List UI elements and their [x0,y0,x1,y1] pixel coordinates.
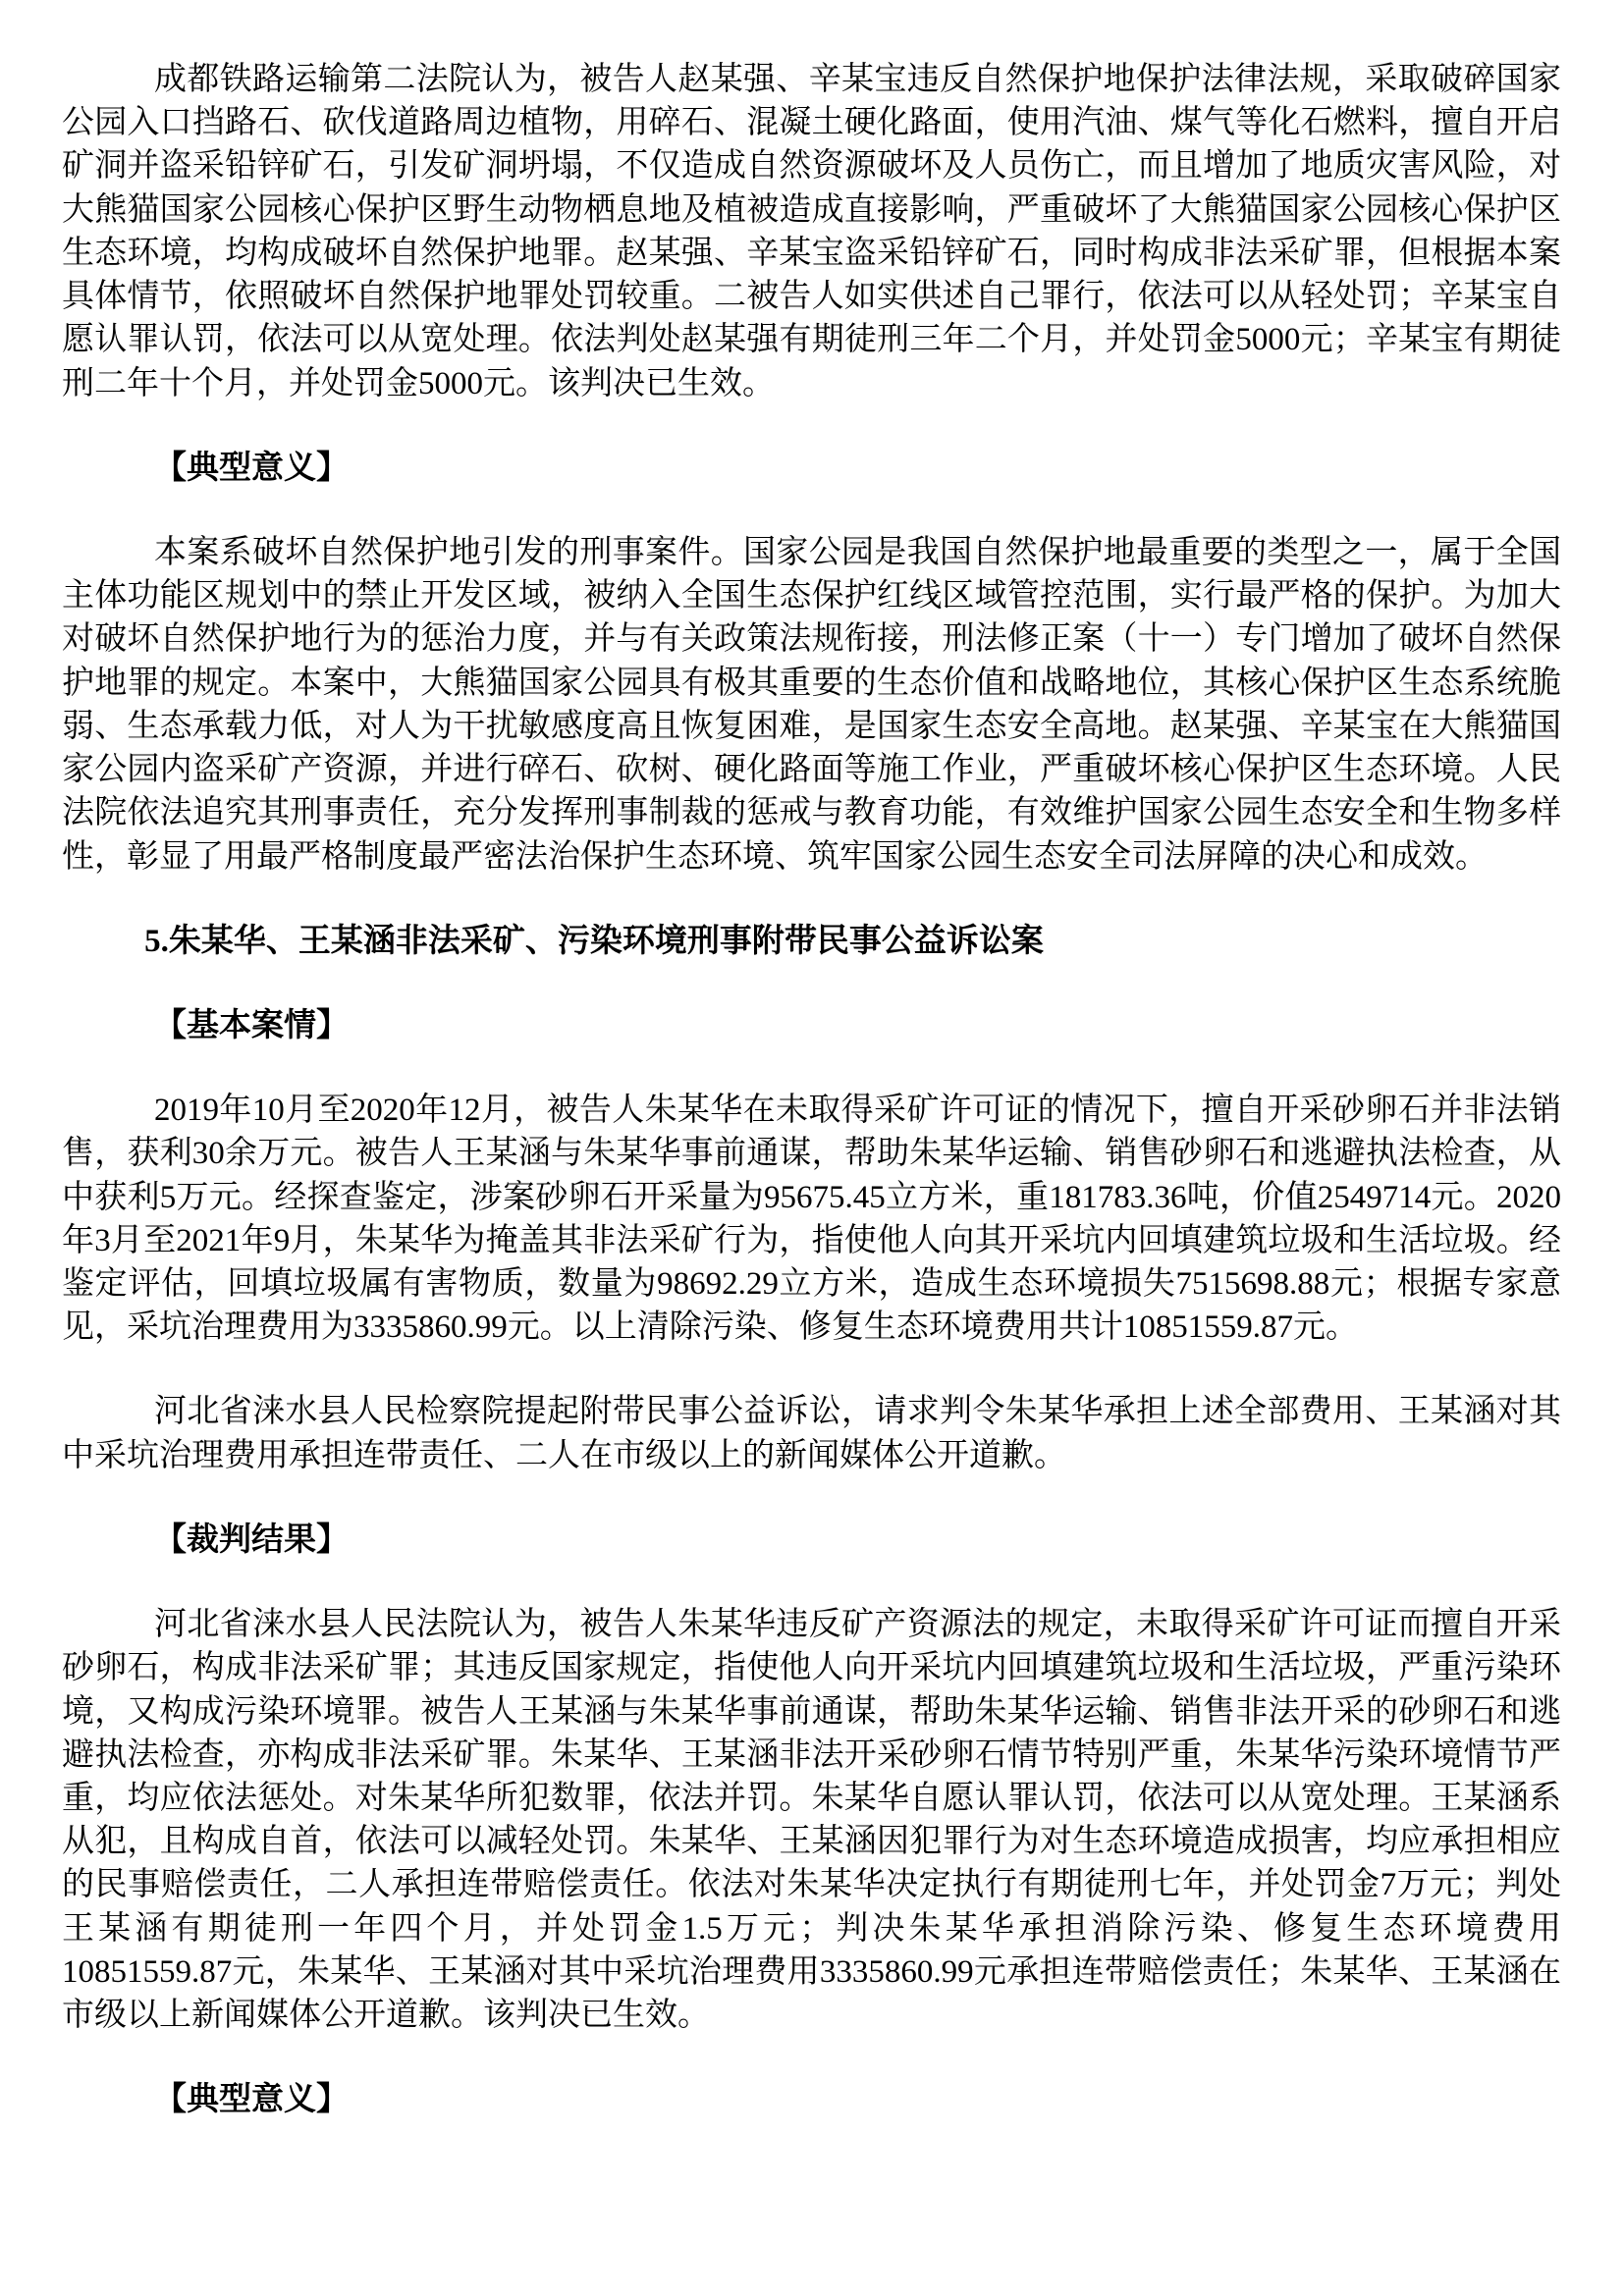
paragraph-procuratorate-claims-case5: 河北省涞水县人民检察院提起附带民事公益诉讼，请求判令朱某华承担上述全部费用、王某涵对其中采坑治理费用承担连带责任、二人在市级以上的新闻媒体公开道歉。 [62,1394,1561,1473]
paragraph-court-opinion-case4: 成都铁路运输第二法院认为，被告人赵某强、辛某宝违反自然保护地保护法律法规，采取破碎国家公园入口挡路石、砍伐道路周边植物，用碎石、混凝土硬化路面，使用汽油、煤气等化石燃料，擅自开启矿洞并盗采铅锌矿石，引发矿洞坍塌，不仅造成自然资源破坏及人员伤亡，而且增加了地质灾害风险，对大熊猫国家公园核心保护区野生动物栖息地及植被造成直接影响，严重破坏了大熊猫国家公园核心保护区生态环境，均构成破坏自然保护地罪。赵某强、辛某宝盗采铅锌矿石，同时构成非法采矿罪，但根据本案具体情节，依照破坏自然保护地罪处罚较重。二被告人如实供述自己罪行，依法可以从轻处罚；辛某宝自愿认罪认罚，依法可以从宽处理。依法判处赵某强有期徒刑三年二个月，并处罚金5000元；辛某宝有期徒刑二年十个月，并处罚金5000元。该判决已生效。 [62,62,1561,401]
paragraph-typical-significance-case4: 本案系破坏自然保护地引发的刑事案件。国家公园是我国自然保护地最重要的类型之一，属于全国主体功能区规划中的禁止开发区域，被纳入全国生态保护红线区域管控范围，实行最严格的保护。为加大对破坏自然保护地行为的惩治力度，并与有关政策法规衔接，刑法修正案（十一）专门增加了破坏自然保护地罪的规定。本案中，大熊猫国家公园具有极其重要的生态价值和战略地位，其核心保护区生态系统脆弱、生态承载力低，对人为干扰敏感度高且恢复困难，是国家生态安全高地。赵某强、辛某宝在大熊猫国家公园内盗采矿产资源，并进行碎石、砍树、硬化路面等施工作业，严重破坏核心保护区生态环境。人民法院依法追究其刑事责任，充分发挥刑事制裁的惩戒与教育功能，有效维护国家公园生态安全和生物多样性，彰显了用最严格制度最严密法治保护生态环境、筑牢国家公园生态安全司法屏障的决心和成效。 [62,534,1561,875]
section-heading-typical-significance-case4: 【典型意义】 [154,450,350,486]
case-title-5: 5.朱某华、王某涵非法采矿、污染环境刑事附带民事公益诉讼案 [144,923,1044,959]
section-heading-basic-facts-case5: 【基本案情】 [154,1007,350,1043]
section-heading-typical-significance-case5: 【典型意义】 [154,2082,350,2118]
paragraph-basic-facts-case5: 2019年10月至2020年12月，被告人朱某华在未取得采矿许可证的情况下，擅自开采砂卵石并非法销售，获利30余万元。被告人王某涵与朱某华事前通谋，帮助朱某华运输、销售砂卵石和逃避执法检查，从中获利5万元。经探查鉴定，涉案砂卵石开采量为95675.45立方米，重181783.36吨，价值2549714元。2020年3月至2021年9月，朱某华为掩盖其非法采矿行为，指使他人向其开采坑内回填建筑垃圾和生活垃圾。经鉴定评估，回填垃圾属有害物质，数量为98692.29立方米，造成生态环境损失7515698.88元；根据专家意见，采坑治理费用为3335860.99元。以上清除污染、修复生态环境费用共计10851559.87元。 [62,1093,1561,1346]
section-heading-judgment-result-case5: 【裁判结果】 [154,1522,350,1558]
paragraph-judgment-result-case5: 河北省涞水县人民法院认为，被告人朱某华违反矿产资源法的规定，未取得采矿许可证而擅自开采砂卵石，构成非法采矿罪；其违反国家规定，指使他人向开采坑内回填建筑垃圾和生活垃圾，严重污染环境，又构成污染环境罪。被告人王某涵与朱某华事前通谋，帮助朱某华运输、销售非法开采的砂卵石和逃避执法检查，亦构成非法采矿罪。朱某华、王某涵非法开采砂卵石情节特别严重，朱某华污染环境情节严重，均应依法惩处。对朱某华所犯数罪，依法并罚。朱某华自愿认罪认罚，依法可以从宽处理。王某涵系从犯，且构成自首，依法可以减轻处罚。朱某华、王某涵因犯罪行为对生态环境造成损害，均应承担相应的民事赔偿责任，二人承担连带赔偿责任。依法对朱某华决定执行有期徒刑七年，并处罚金7万元；判处王某涵有期徒刑一年四个月，并处罚金1.5万元；判决朱某华承担消除污染、修复生态环境费用10851559.87元，朱某华、王某涵对其中采坑治理费用3335860.99元承担连带赔偿责任；朱某华、王某涵在市级以上新闻媒体公开道歉。该判决已生效。 [62,1607,1561,2034]
